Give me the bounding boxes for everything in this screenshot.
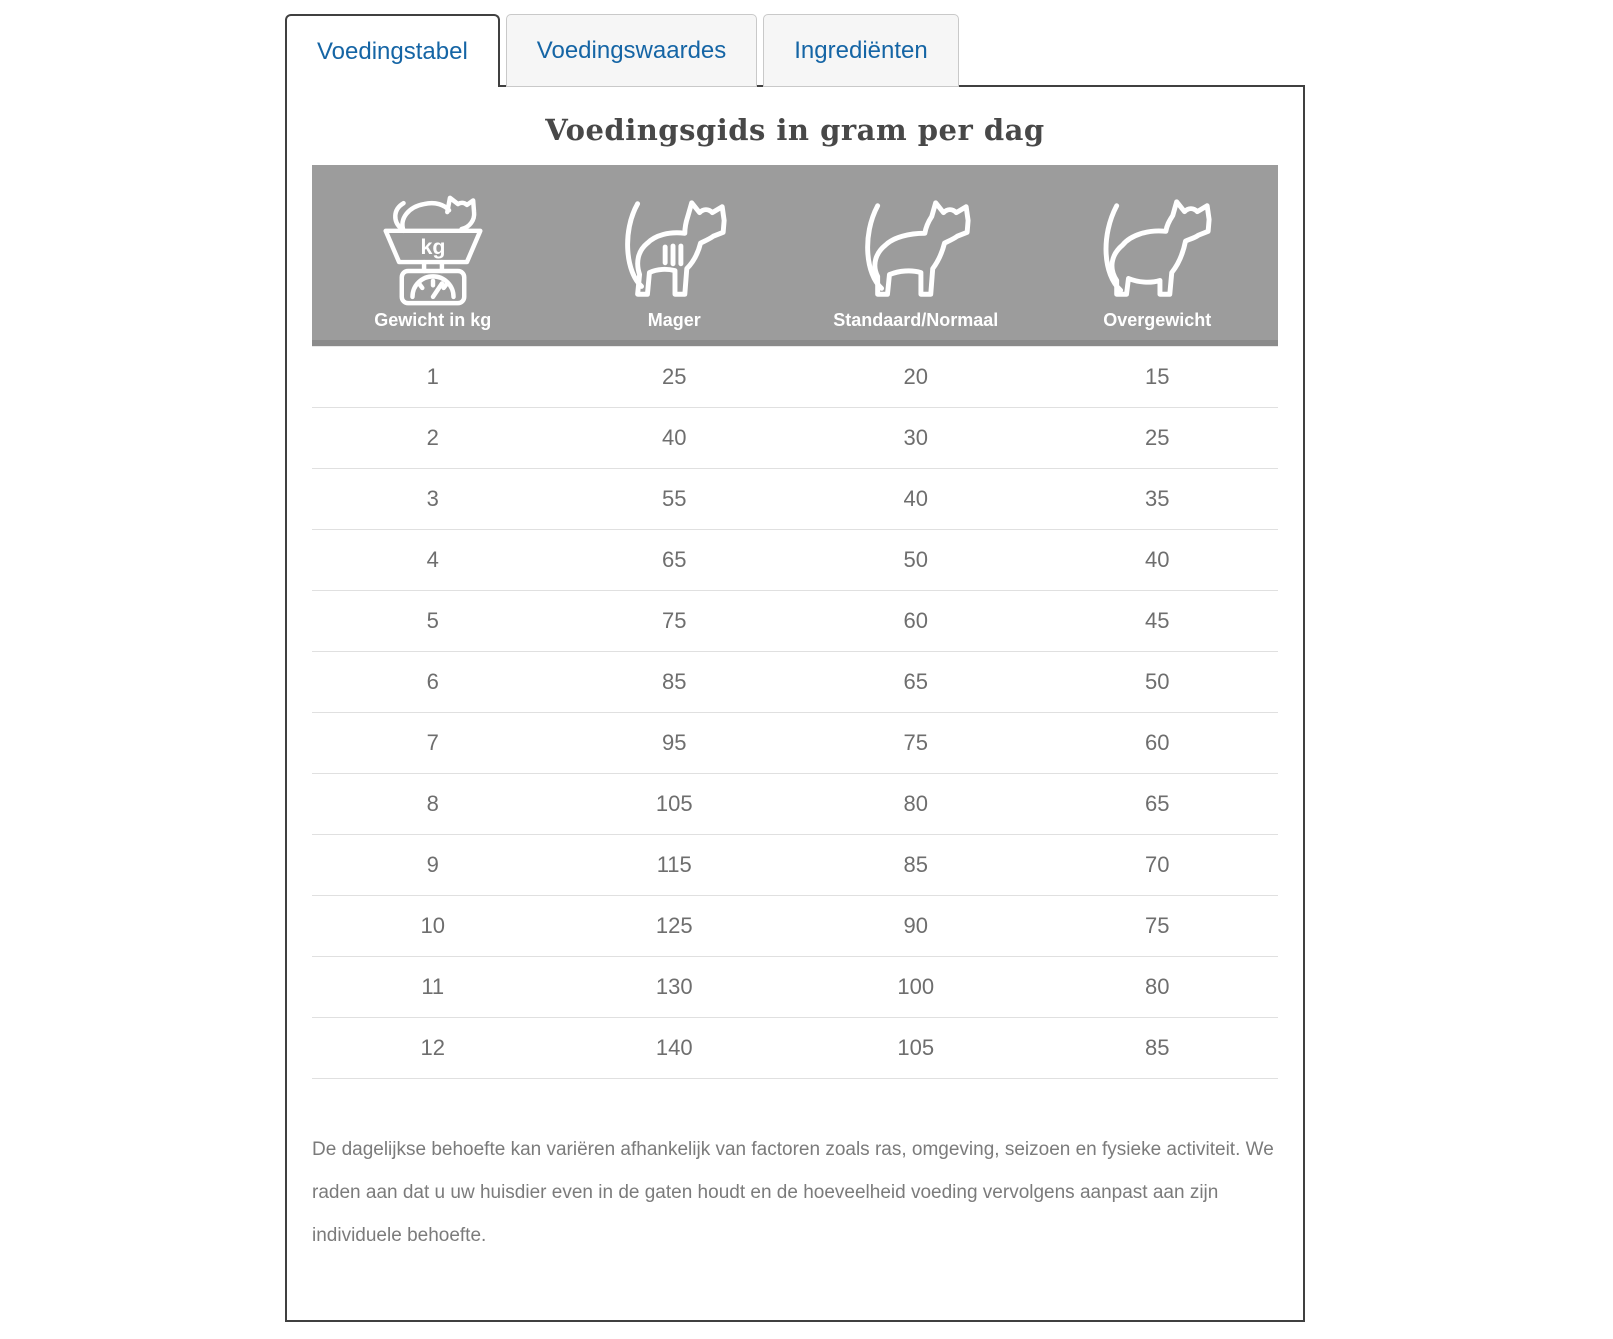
table-cell: 7 <box>426 730 439 755</box>
table-row <box>312 591 1278 652</box>
table-cell: 90 <box>903 913 928 938</box>
table-header <box>312 165 1278 346</box>
table-cell: 105 <box>897 1035 935 1060</box>
table-cell: 65 <box>662 547 687 572</box>
table-cell: 140 <box>655 1035 693 1060</box>
table-cell: 20 <box>903 364 928 389</box>
table-row <box>312 957 1278 1018</box>
tab-label: Voedingstabel <box>317 37 468 65</box>
table-cell: 9 <box>426 852 439 877</box>
table-cell: 80 <box>903 791 928 816</box>
table-cell: 115 <box>656 852 692 877</box>
table-cell: 50 <box>903 547 928 572</box>
table-cell: 25 <box>662 364 687 389</box>
column-label: Mager <box>647 310 701 330</box>
table-cell: 12 <box>420 1035 445 1060</box>
table-cell: 8 <box>426 791 439 816</box>
table-row <box>312 774 1278 835</box>
table-cell: 60 <box>903 608 928 633</box>
table-cell: 75 <box>903 730 928 755</box>
column-header-mager <box>554 165 796 340</box>
tab-label: Voedingswaardes <box>536 36 727 64</box>
table-row <box>312 652 1278 713</box>
table-cell: 65 <box>1145 791 1170 816</box>
slim-cat-icon <box>610 190 738 310</box>
table-cell: 4 <box>426 547 439 572</box>
overweight-cat-icon <box>1093 190 1221 310</box>
table-cell: 125 <box>655 913 693 938</box>
table-cell: 35 <box>1145 486 1170 511</box>
table-cell: 30 <box>903 425 928 450</box>
tab-ingredienten[interactable] <box>763 14 958 87</box>
table-cell: 75 <box>1145 913 1170 938</box>
table-cell: 95 <box>662 730 687 755</box>
feeding-guide-widget <box>285 14 1305 1322</box>
table-row <box>312 408 1278 469</box>
cat-on-scale-icon <box>375 184 491 310</box>
table-cell: 55 <box>662 486 687 511</box>
table-cell: 85 <box>662 669 687 694</box>
table-cell: 5 <box>426 608 439 633</box>
table-cell: 50 <box>1145 669 1170 694</box>
table-cell: 85 <box>1145 1035 1170 1060</box>
table-row <box>312 835 1278 896</box>
table-cell: 70 <box>1145 852 1170 877</box>
table-row <box>312 530 1278 591</box>
table-cell: 80 <box>1145 974 1170 999</box>
feeding-table-panel <box>285 85 1305 1322</box>
column-header-standaard <box>795 165 1037 340</box>
table-cell: 100 <box>897 974 935 999</box>
table-cell: 60 <box>1145 730 1170 755</box>
table-cell: 40 <box>662 425 687 450</box>
table-cell: 40 <box>1145 547 1170 572</box>
table-cell: 130 <box>655 974 693 999</box>
tab-label: Ingrediënten <box>794 36 928 64</box>
table-cell: 25 <box>1145 425 1170 450</box>
feeding-note: De dagelijkse behoefte kan variëren afhankelijk van factoren zoals ras, omgeving, seizoen en fysieke activiteit. We raden aan dat u uw huisdier even in de gaten houdt en de hoeveelheid voeding vervolgens aanpast aan zijn individuele behoefte. <box>312 1139 1274 1246</box>
column-label: Standaard/Normaal <box>833 310 999 330</box>
table-cell: 65 <box>903 669 928 694</box>
page-title: Voedingsgids in gram per dag <box>545 113 1045 147</box>
table-row <box>312 347 1278 408</box>
table-cell: 1 <box>426 364 439 389</box>
svg-text:kg: kg <box>420 235 446 260</box>
column-header-gewicht <box>312 165 554 340</box>
table-body <box>312 346 1278 1079</box>
table-cell: 85 <box>903 852 928 877</box>
table-row <box>312 713 1278 774</box>
tab-bar <box>285 14 1305 87</box>
table-cell: 2 <box>426 425 439 450</box>
table-cell: 40 <box>903 486 928 511</box>
tab-voedingstabel[interactable] <box>285 14 500 87</box>
table-cell: 75 <box>662 608 687 633</box>
table-cell: 3 <box>426 486 439 511</box>
table-cell: 6 <box>426 669 439 694</box>
column-header-overgewicht <box>1037 165 1279 340</box>
column-label: Overgewicht <box>1103 310 1212 330</box>
table-cell: 10 <box>420 913 445 938</box>
table-cell: 11 <box>421 974 445 999</box>
table-row <box>312 469 1278 530</box>
table-row <box>312 896 1278 957</box>
table-cell: 45 <box>1145 608 1170 633</box>
normal-cat-icon <box>852 190 980 310</box>
table-cell: 15 <box>1145 364 1170 389</box>
table-cell: 105 <box>655 791 693 816</box>
tab-voedingswaardes[interactable] <box>506 14 757 87</box>
column-label: Gewicht in kg <box>374 310 492 330</box>
table-row <box>312 1018 1278 1079</box>
